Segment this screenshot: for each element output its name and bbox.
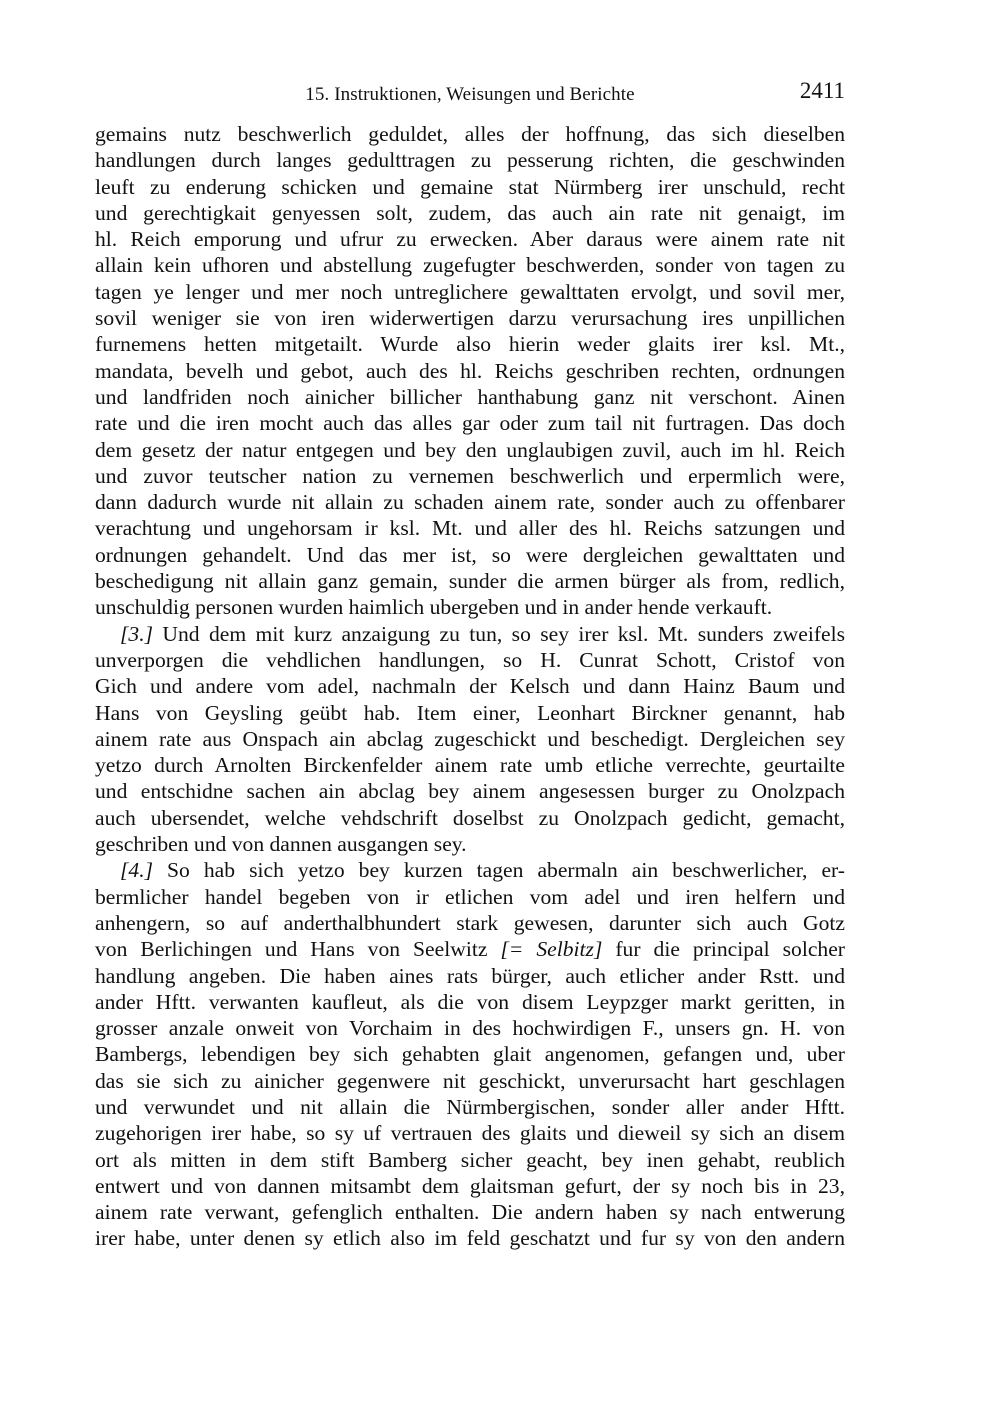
text-line: irer habe, unter denen sy etlich also im feld geschatzt und fur sy von den andern: [95, 1226, 845, 1251]
text-line: handlung angeben. Die haben aines rats bürger, auch etlicher ander Rstt. und: [95, 963, 845, 988]
text-line: unverporgen die vehdlichen handlungen, so H. Cunrat Schott, Cristof von: [95, 647, 845, 672]
text-line: leuft zu enderung schicken und gemaine stat Nürmberg irer unschuld, recht: [95, 174, 845, 199]
running-header: [95, 78, 845, 110]
text-line: yetzo durch Arnolten Birckenfelder ainem rate umb etliche verrechte, geurtailte: [95, 753, 845, 778]
text-line: grosser anzale onweit von Vorchaim in des hochwirdigen F., unsers gn. H. von: [95, 1016, 845, 1041]
body-text: [95, 121, 845, 1252]
text-line: ainem rate aus Onspach ain abclag zugeschickt und beschedigt. Dergleichen sey: [95, 726, 845, 751]
page-number: 2411: [799, 78, 845, 103]
text-line: unschuldig personen wurden haimlich ubergeben und in ander hende verkauft.: [95, 595, 773, 620]
text-line: auch ubersendet, welche vehdschrift doselbst zu Onolzpach gedicht, gemacht,: [95, 805, 845, 830]
running-title: 15. Instruktionen, Weisungen und Berichte: [305, 84, 635, 105]
text-line: geschriben und von dannen ausgangen sey.: [95, 832, 467, 857]
editorial-note: [= Selbitz]: [500, 937, 603, 962]
text-line: tagen ye lenger und mer noch untreglichere gewalttaten ervolgt, und sovil mer,: [95, 279, 845, 304]
text-line: mandata, bevelh und gebot, auch des hl. Reichs geschriben rechten, ordnungen: [95, 358, 845, 383]
paragraph-4: [95, 857, 845, 1251]
text-line: und zuvor teutscher nation zu vernemen beschwerlich und erpermlich were,: [95, 463, 845, 488]
text-line: ainem rate verwant, gefenglich enthalten. Die andern haben sy nach entwerung: [95, 1200, 845, 1225]
text-line: gemains nutz beschwerlich geduldet, alles der hoffnung, das sich dieselben: [95, 122, 845, 146]
text-line: das sie sich zu ainicher gegenwere nit geschickt, unverursacht hart geschlagen: [95, 1068, 845, 1093]
text-line: und entschidne sachen ain abclag bey ainem angesessen burger zu Onolzpach: [95, 779, 845, 804]
text-line: und landfriden noch ainicher billicher hanthabung ganz nit verschont. Ainen: [95, 384, 845, 409]
text-line: sovil weniger sie von iren widerwertigen darzu verursachung ires unpillichen: [95, 306, 845, 331]
paragraph-continuation: [95, 121, 845, 621]
text-line: bermlicher handel begeben von ir etlichen vom adel und iren helfern und: [95, 884, 845, 909]
text-line: dem gesetz der natur entgegen und bey den unglaubigen zuvil, auch im hl. Reich: [95, 437, 845, 462]
text-line: entwert und von dannen mitsambt dem glaitsman gefurt, der sy noch bis in 23,: [95, 1173, 845, 1198]
text-line: anhengern, so auf anderthalbhundert stark gewesen, darunter sich auch Gotz: [95, 910, 845, 935]
text-line: verachtung und ungehorsam ir ksl. Mt. und aller des hl. Reichs satzungen und: [95, 516, 845, 541]
text-line: Bambergs, lebendigen bey sich gehabten glait angenomen, gefangen und, uber: [95, 1042, 845, 1067]
section-marker: [4.]: [120, 858, 154, 883]
paragraph-3: [95, 621, 845, 858]
text-line: ort als mitten in dem stift Bamberg sicher geacht, bey inen gehabt, reublich: [95, 1147, 845, 1172]
text-line: Gich und andere vom adel, nachmaln der Kelsch und dann Hainz Baum und: [95, 674, 845, 699]
text-line: von Berlichingen und Hans von Seelwitz [= Selbitz] fur die principal solcher: [95, 937, 845, 962]
text-line: und gerechtigkait genyessen solt, zudem, das auch ain rate nit genaigt, im: [95, 200, 845, 225]
text-line: allain kein ufhoren und abstellung zugefugter beschwerden, sonder von tagen zu: [95, 253, 845, 278]
text-line: rate und die iren mocht auch das alles gar oder zum tail nit furtragen. Das doch: [95, 411, 845, 436]
text-line: furnemens hetten mitgetailt. Wurde also hierin weder glaits irer ksl. Mt.,: [95, 332, 845, 357]
text-line: dann dadurch wurde nit allain zu schaden ainem rate, sonder auch zu offenbarer: [95, 490, 845, 515]
text-line: Hans von Geysling geübt hab. Item einer, Leonhart Birckner genannt, hab: [95, 700, 845, 725]
text-line: beschedigung nit allain ganz gemain, sunder die armen bürger als from, redlich,: [95, 569, 845, 594]
text-line: [4.] So hab sich yetzo bey kurzen tagen abermaln ain beschwerlicher, er-: [120, 858, 845, 883]
text-line: handlungen durch langes gedulttragen zu pesserung richten, die geschwinden: [95, 148, 845, 173]
text-line: und verwundet und nit allain die Nürmbergischen, sonder aller ander Hftt.: [95, 1094, 845, 1119]
text-line: ander Hftt. verwanten kaufleut, als die von disem Leypzger markt geritten, in: [95, 989, 845, 1014]
section-marker: [3.]: [120, 621, 154, 646]
text-line: ordnungen gehandelt. Und das mer ist, so were dergleichen gewalttaten und: [95, 542, 845, 567]
text-line: [3.] Und dem mit kurz anzaigung zu tun, so sey irer ksl. Mt. sunders zweifels: [120, 621, 845, 646]
text-line: zugehorigen irer habe, so sy uf vertrauen des glaits und dieweil sy sich an disem: [95, 1121, 845, 1146]
text-line: hl. Reich emporung und ufrur zu erwecken. Aber daraus were ainem rate nit: [95, 227, 845, 252]
